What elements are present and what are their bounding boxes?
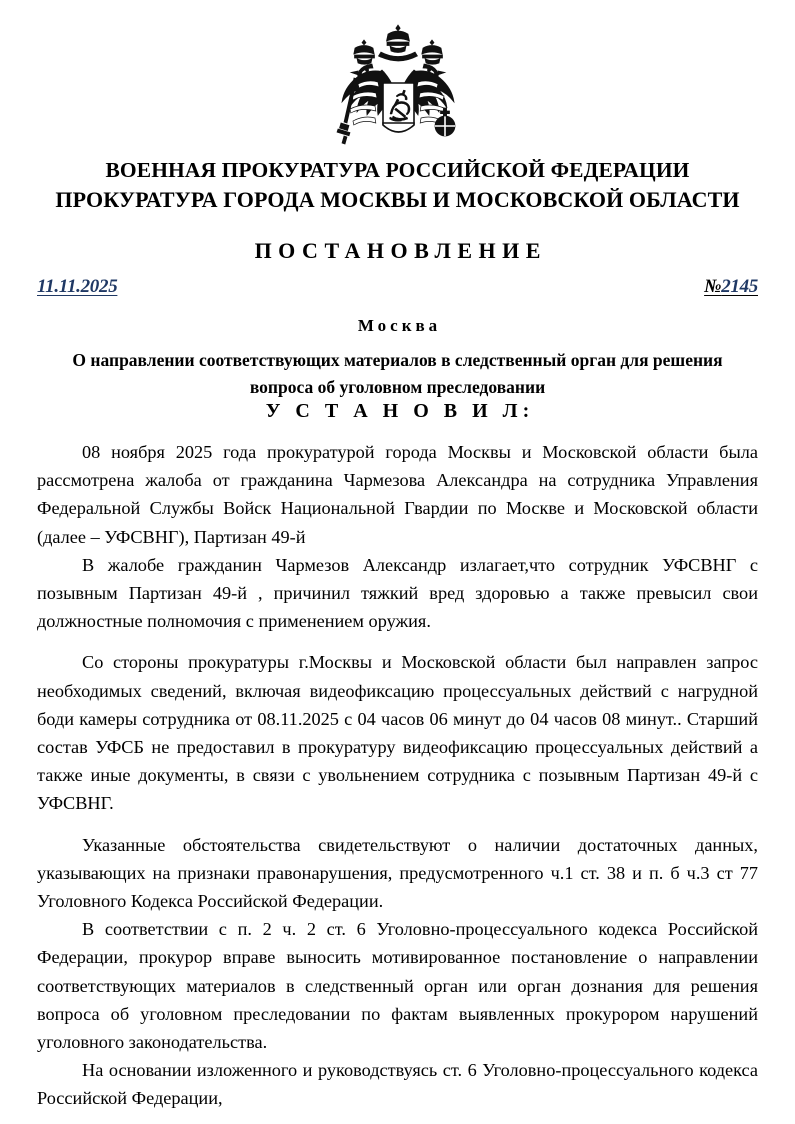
body-paragraph: 08 ноября 2025 года прокуратурой города Москвы и Московской области была рассмотрена жалоба от гражданина Чармезова Александра на сотрудника Управления Федеральной Службы Войск Национальной Гвардии по Москве и Московской области (далее – УФСВНГ), Партизан 49-й	[37, 442, 758, 547]
number-value: 2145	[721, 276, 758, 297]
body-paragraph: Со стороны прокуратуры г.Москвы и Московской области был направлен запрос необходимых сведений, включая видеофиксацию процессуальных действий с нагрудной боди камеры сотрудника от 08.11.2025 с 04 часов 06 минут до 04 часов 08 минут.. Старший состав УФСБ не предоставил в прокуратуру видеофиксацию процессуальных действий а также иные документы, в связи с увольнением сотрудника с позывным Партизан 49-й с УФСВНГ.	[37, 652, 758, 814]
document-number	[704, 276, 758, 298]
document-meta-row	[37, 276, 758, 302]
established-heading: У С Т А Н О В И Л:	[265, 400, 535, 422]
organization-line-2: ПРОКУРАТУРА ГОРОДА МОСКВЫ И МОСКОВСКОЙ ОБЛАСТИ	[55, 187, 740, 212]
document-body	[37, 438, 758, 1113]
number-symbol: №	[704, 276, 722, 297]
body-paragraph: В соответствии с п. 2 ч. 2 ст. 6 Уголовно-процессуального кодекса Российской Федерации, прокурор вправе выносить мотивированное постановление о направлении соответствующих материалов в следственный орган или орган дознания для решения вопроса об уголовном преследовании по фактам выявленных прокурором нарушений уголовного законодательства.	[37, 919, 758, 1053]
coat-of-arms-emblem	[0, 22, 795, 152]
body-paragraph: В жалобе гражданин Чармезов Александр излагает,что сотрудник УФСВНГ с позывным Партизан 49-й , причинил тяжкий вред здоровью а также превысил свои должностные полномочия с применением оружия.	[37, 554, 758, 632]
document-city: Москва	[357, 316, 442, 335]
body-paragraph: На основании изложенного и руководствуясь ст. 6 Уголовно-процессуального кодекса Российской Федерации,	[37, 1060, 758, 1109]
organization-line-1: ВОЕННАЯ ПРОКУРАТУРА РОССИЙСКОЙ ФЕДЕРАЦИИ	[105, 158, 690, 182]
document-date: 11.11.2025	[37, 276, 118, 297]
organization-header	[37, 155, 758, 215]
document-subject: О направлении соответствующих материалов в следственный орган для решения вопроса об уголовном преследовании	[72, 350, 723, 397]
document-type-heading: ПОСТАНОВЛЕНИЕ	[254, 238, 547, 263]
body-paragraph: Указанные обстоятельства свидетельствуют о наличии достаточных данных, указывающих на признаки правонарушения, предусмотренного ч.1 ст. 38 и п. б ч.3 ст 77 Уголовного Кодекса Российской Федерации.	[37, 834, 758, 912]
